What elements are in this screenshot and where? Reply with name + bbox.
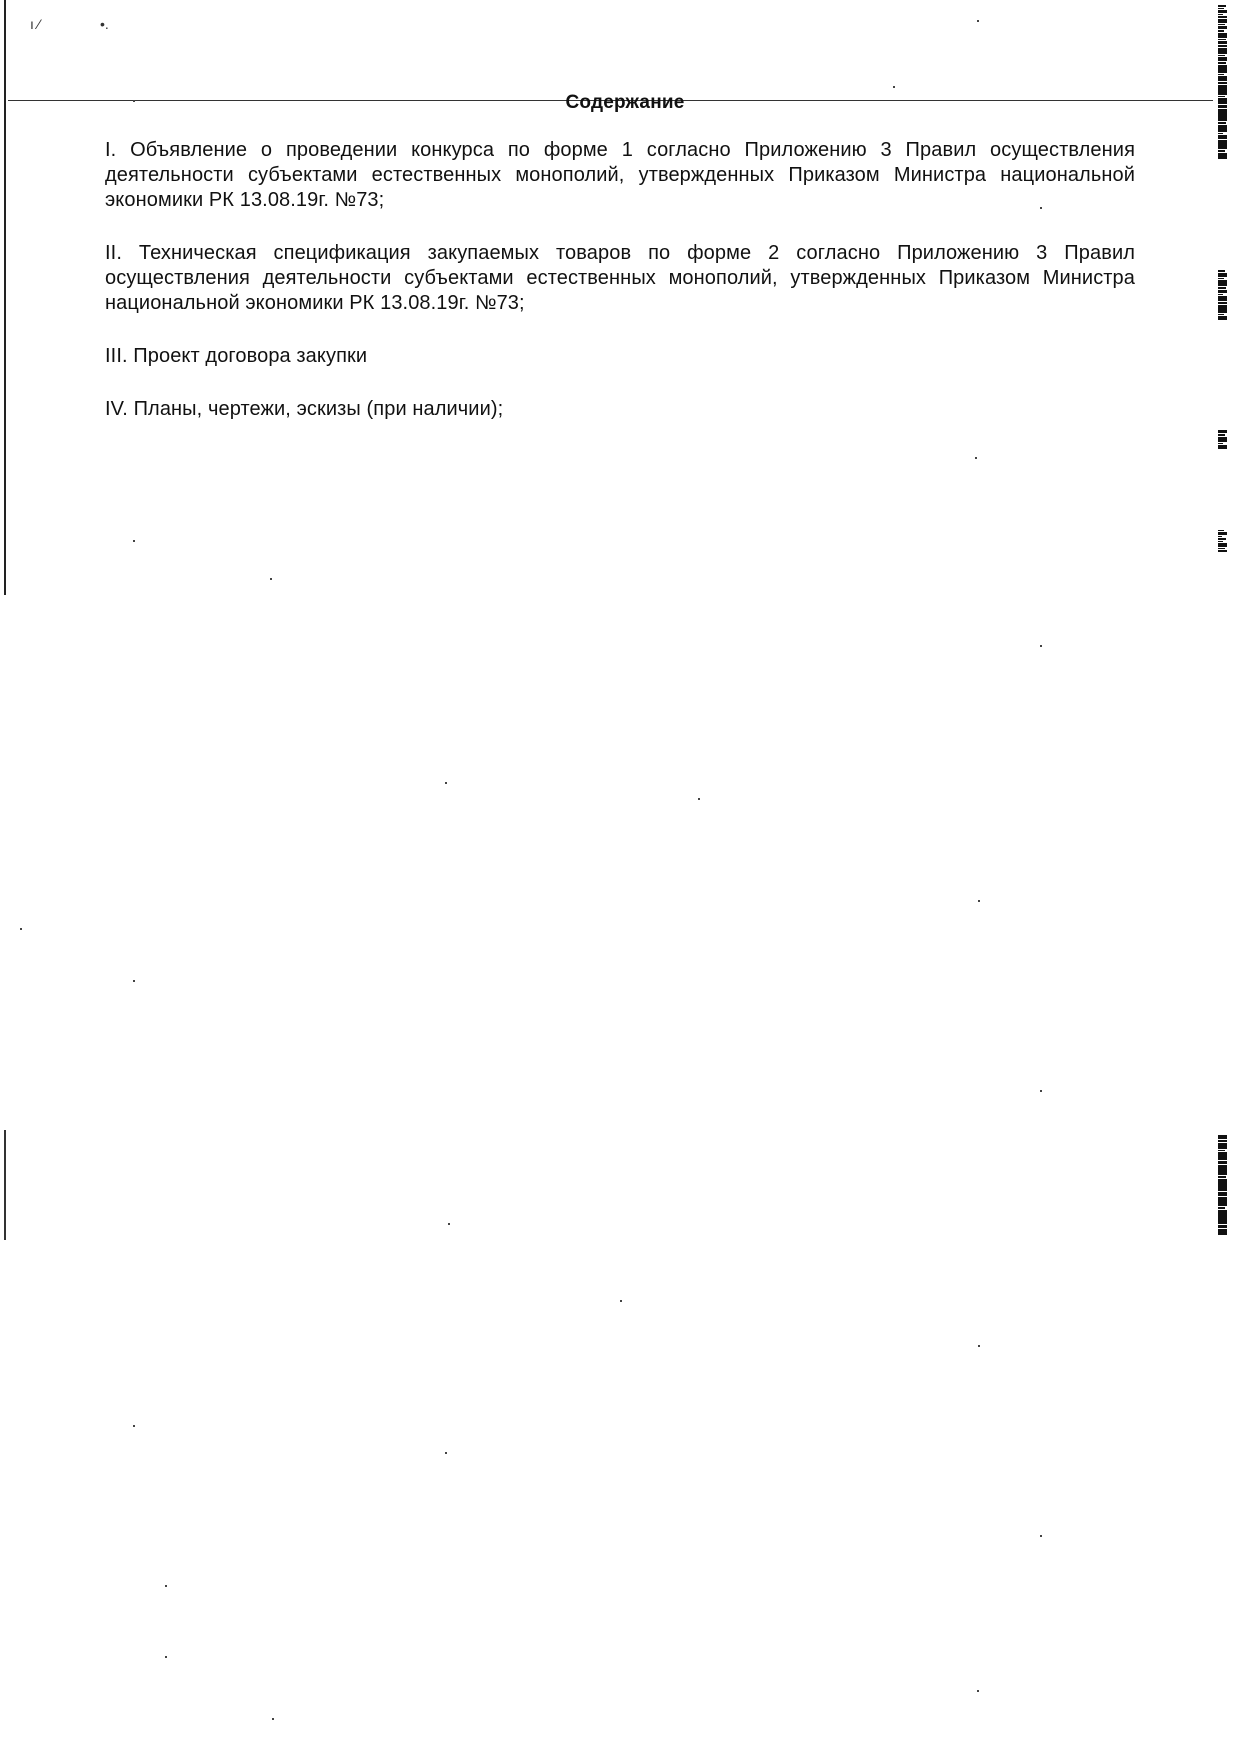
scan-barcode-strip [1218,1135,1228,1236]
scan-artifact-mark: •. [100,16,109,32]
contents-item: II. Техническая спецификация закупаемых товаров по форме 2 согласно Приложению 3 Правил осуществления деятельности субъектами естественных монополий, утвержденных Приказом Министра национальной экономики РК 13.08.19г. №73; [105,242,1135,314]
contents-item: I. Объявление о проведении конкурса по форме 1 согласно Приложению 3 Правил осуществления деятельности субъектами естественных монополий, утвержденных Приказом Министра национальной экономики РК 13.08.19г. №73; [105,139,1135,211]
scan-barcode-strip [1218,530,1228,553]
scan-speck [1040,1090,1042,1092]
scan-speck [270,578,272,580]
scan-speck [20,928,22,930]
page-title: Содержание [565,92,685,113]
scan-speck [977,1690,979,1692]
scan-speck [978,900,980,902]
scan-speck [165,1585,167,1587]
scan-speck [977,20,979,22]
scan-barcode-strip [1218,5,1228,160]
scan-speck [975,457,977,459]
contents-item: IV. Планы, чертежи, эскизы (при наличии); [105,398,504,420]
scan-speck [445,1452,447,1454]
scan-speck [1040,207,1042,209]
scan-speck [133,540,135,542]
contents-list [105,138,1135,450]
scan-speck [448,1223,450,1225]
scan-speck [133,980,135,982]
scan-speck [1040,1535,1042,1537]
scan-speck [445,782,447,784]
scan-speck [165,1656,167,1658]
scan-speck [620,1300,622,1302]
scan-barcode-strip [1218,430,1228,450]
scan-speck [893,86,895,88]
scan-speck [133,100,135,102]
scan-speck [1040,645,1042,647]
contents-item: III. Проект договора закупки [105,345,368,367]
scan-speck [978,1345,980,1347]
scan-speck [698,798,700,800]
scan-edge-line [4,0,6,595]
scan-speck [133,1425,135,1427]
scan-speck [272,1718,274,1720]
scan-artifact-mark: ı ⁄ [30,16,41,32]
scan-edge-line-lower [4,1130,6,1240]
scan-barcode-strip [1218,270,1228,321]
